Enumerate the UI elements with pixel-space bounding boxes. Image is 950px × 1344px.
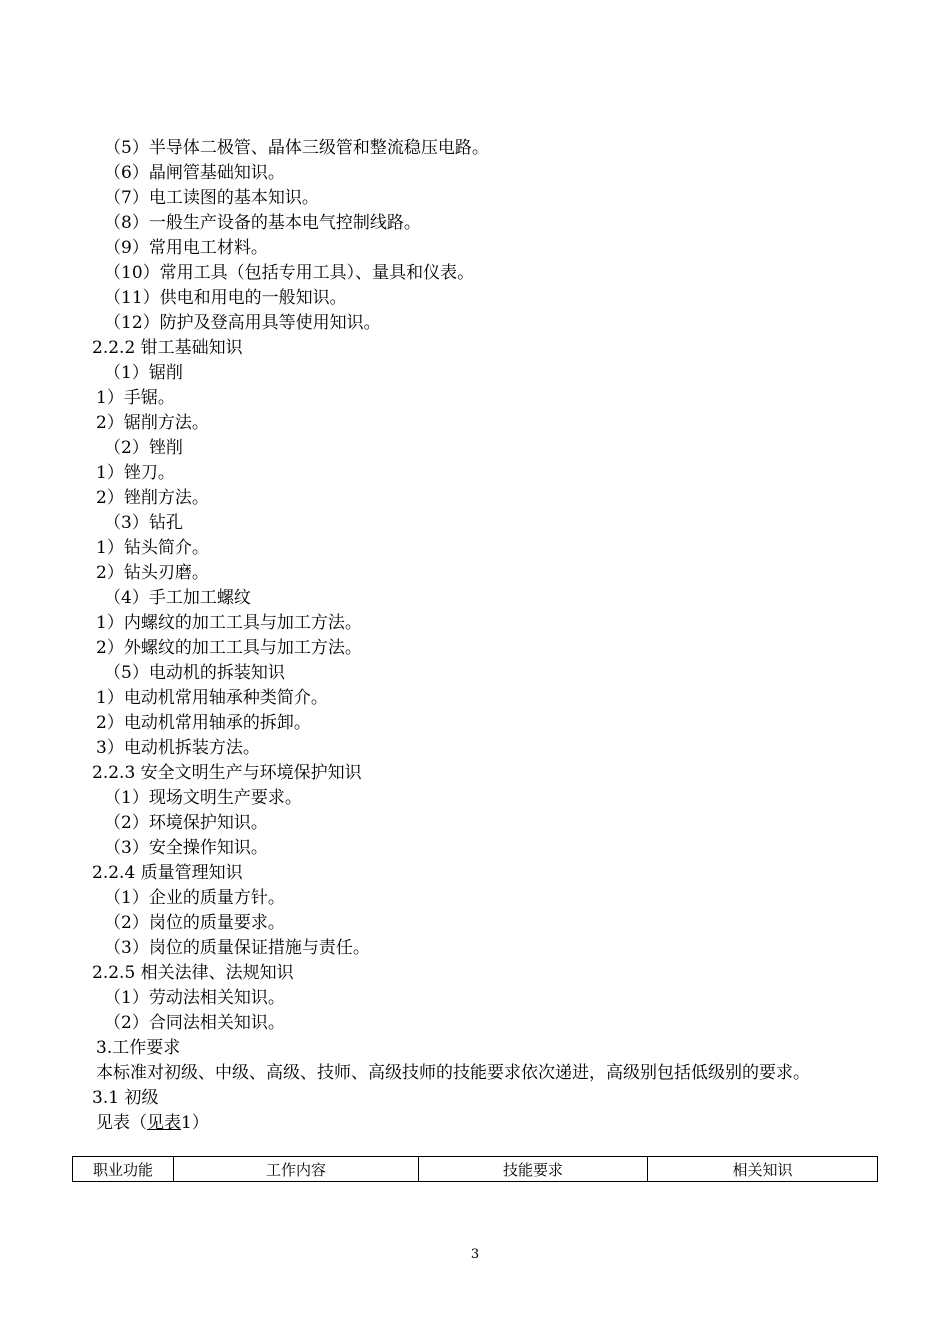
text-line: （1）企业的质量方针。	[104, 888, 285, 908]
text-line: 2）钻头刃磨。	[96, 563, 209, 583]
section-heading: 2.2.5 相关法律、法规知识	[92, 963, 294, 983]
text-line: （10）常用工具（包括专用工具）、量具和仪表。	[104, 263, 475, 283]
table-header-cell: 职业功能	[73, 1157, 174, 1182]
section-heading: 3.工作要求	[96, 1038, 181, 1058]
text-line: （1）现场文明生产要求。	[104, 788, 302, 808]
text-line: （3）安全操作知识。	[104, 838, 268, 858]
text-line: （3）钻孔	[104, 513, 183, 533]
see-table-suffix: 1）	[181, 1113, 209, 1133]
text-line: （2）合同法相关知识。	[104, 1013, 285, 1033]
text-line: （1）锯削	[104, 363, 183, 383]
text-line: 2）外螺纹的加工工具与加工方法。	[96, 638, 362, 658]
table-header-row	[73, 1157, 878, 1182]
table-reference-link[interactable]: 见表	[147, 1113, 181, 1133]
text-line: （5）电动机的拆装知识	[104, 663, 285, 683]
text-line: （1）劳动法相关知识。	[104, 988, 285, 1008]
text-line: （6）晶闸管基础知识。	[104, 163, 285, 183]
text-line: 2）锉削方法。	[96, 488, 209, 508]
text-line: （2）岗位的质量要求。	[104, 913, 285, 933]
text-line: 1）电动机常用轴承种类简介。	[96, 688, 328, 708]
text-line: 1）钻头简介。	[96, 538, 209, 558]
text-line: 3）电动机拆装方法。	[96, 738, 260, 758]
requirements-table	[72, 1156, 878, 1182]
paragraph: 本标准对初级、中级、高级、技师、高级技师的技能要求依次递进，高级别包括低级别的要求。	[96, 1063, 810, 1083]
text-line: （3）岗位的质量保证措施与责任。	[104, 938, 370, 958]
text-line: 1）手锯。	[96, 388, 175, 408]
section-heading: 2.2.2 钳工基础知识	[92, 338, 243, 358]
text-line: 1）内螺纹的加工工具与加工方法。	[96, 613, 362, 633]
text-line: （9）常用电工材料。	[104, 238, 268, 258]
table-header-cell: 技能要求	[419, 1157, 648, 1182]
section-heading: 2.2.3 安全文明生产与环境保护知识	[92, 763, 362, 783]
text-line: （4）手工加工螺纹	[104, 588, 251, 608]
text-line: （2）环境保护知识。	[104, 813, 268, 833]
section-heading: 2.2.4 质量管理知识	[92, 863, 243, 883]
see-table-prefix: 见表（	[96, 1113, 147, 1133]
text-line: 1）锉刀。	[96, 463, 175, 483]
text-line: 2）锯削方法。	[96, 413, 209, 433]
section-heading: 3.1 初级	[92, 1088, 159, 1108]
text-line: （8）一般生产设备的基本电气控制线路。	[104, 213, 421, 233]
table-header-cell: 工作内容	[174, 1157, 419, 1182]
page-number: 3	[470, 1247, 480, 1262]
text-line: （7）电工读图的基本知识。	[104, 188, 319, 208]
text-line: （12）防护及登高用具等使用知识。	[104, 313, 381, 333]
text-line: （11）供电和用电的一般知识。	[104, 288, 347, 308]
text-line: （2）锉削	[104, 438, 183, 458]
text-line: （5）半导体二极管、晶体三级管和整流稳压电路。	[104, 138, 489, 158]
text-line: 2）电动机常用轴承的拆卸。	[96, 713, 311, 733]
see-table-line	[96, 1111, 209, 1136]
table-header-cell: 相关知识	[648, 1157, 878, 1182]
